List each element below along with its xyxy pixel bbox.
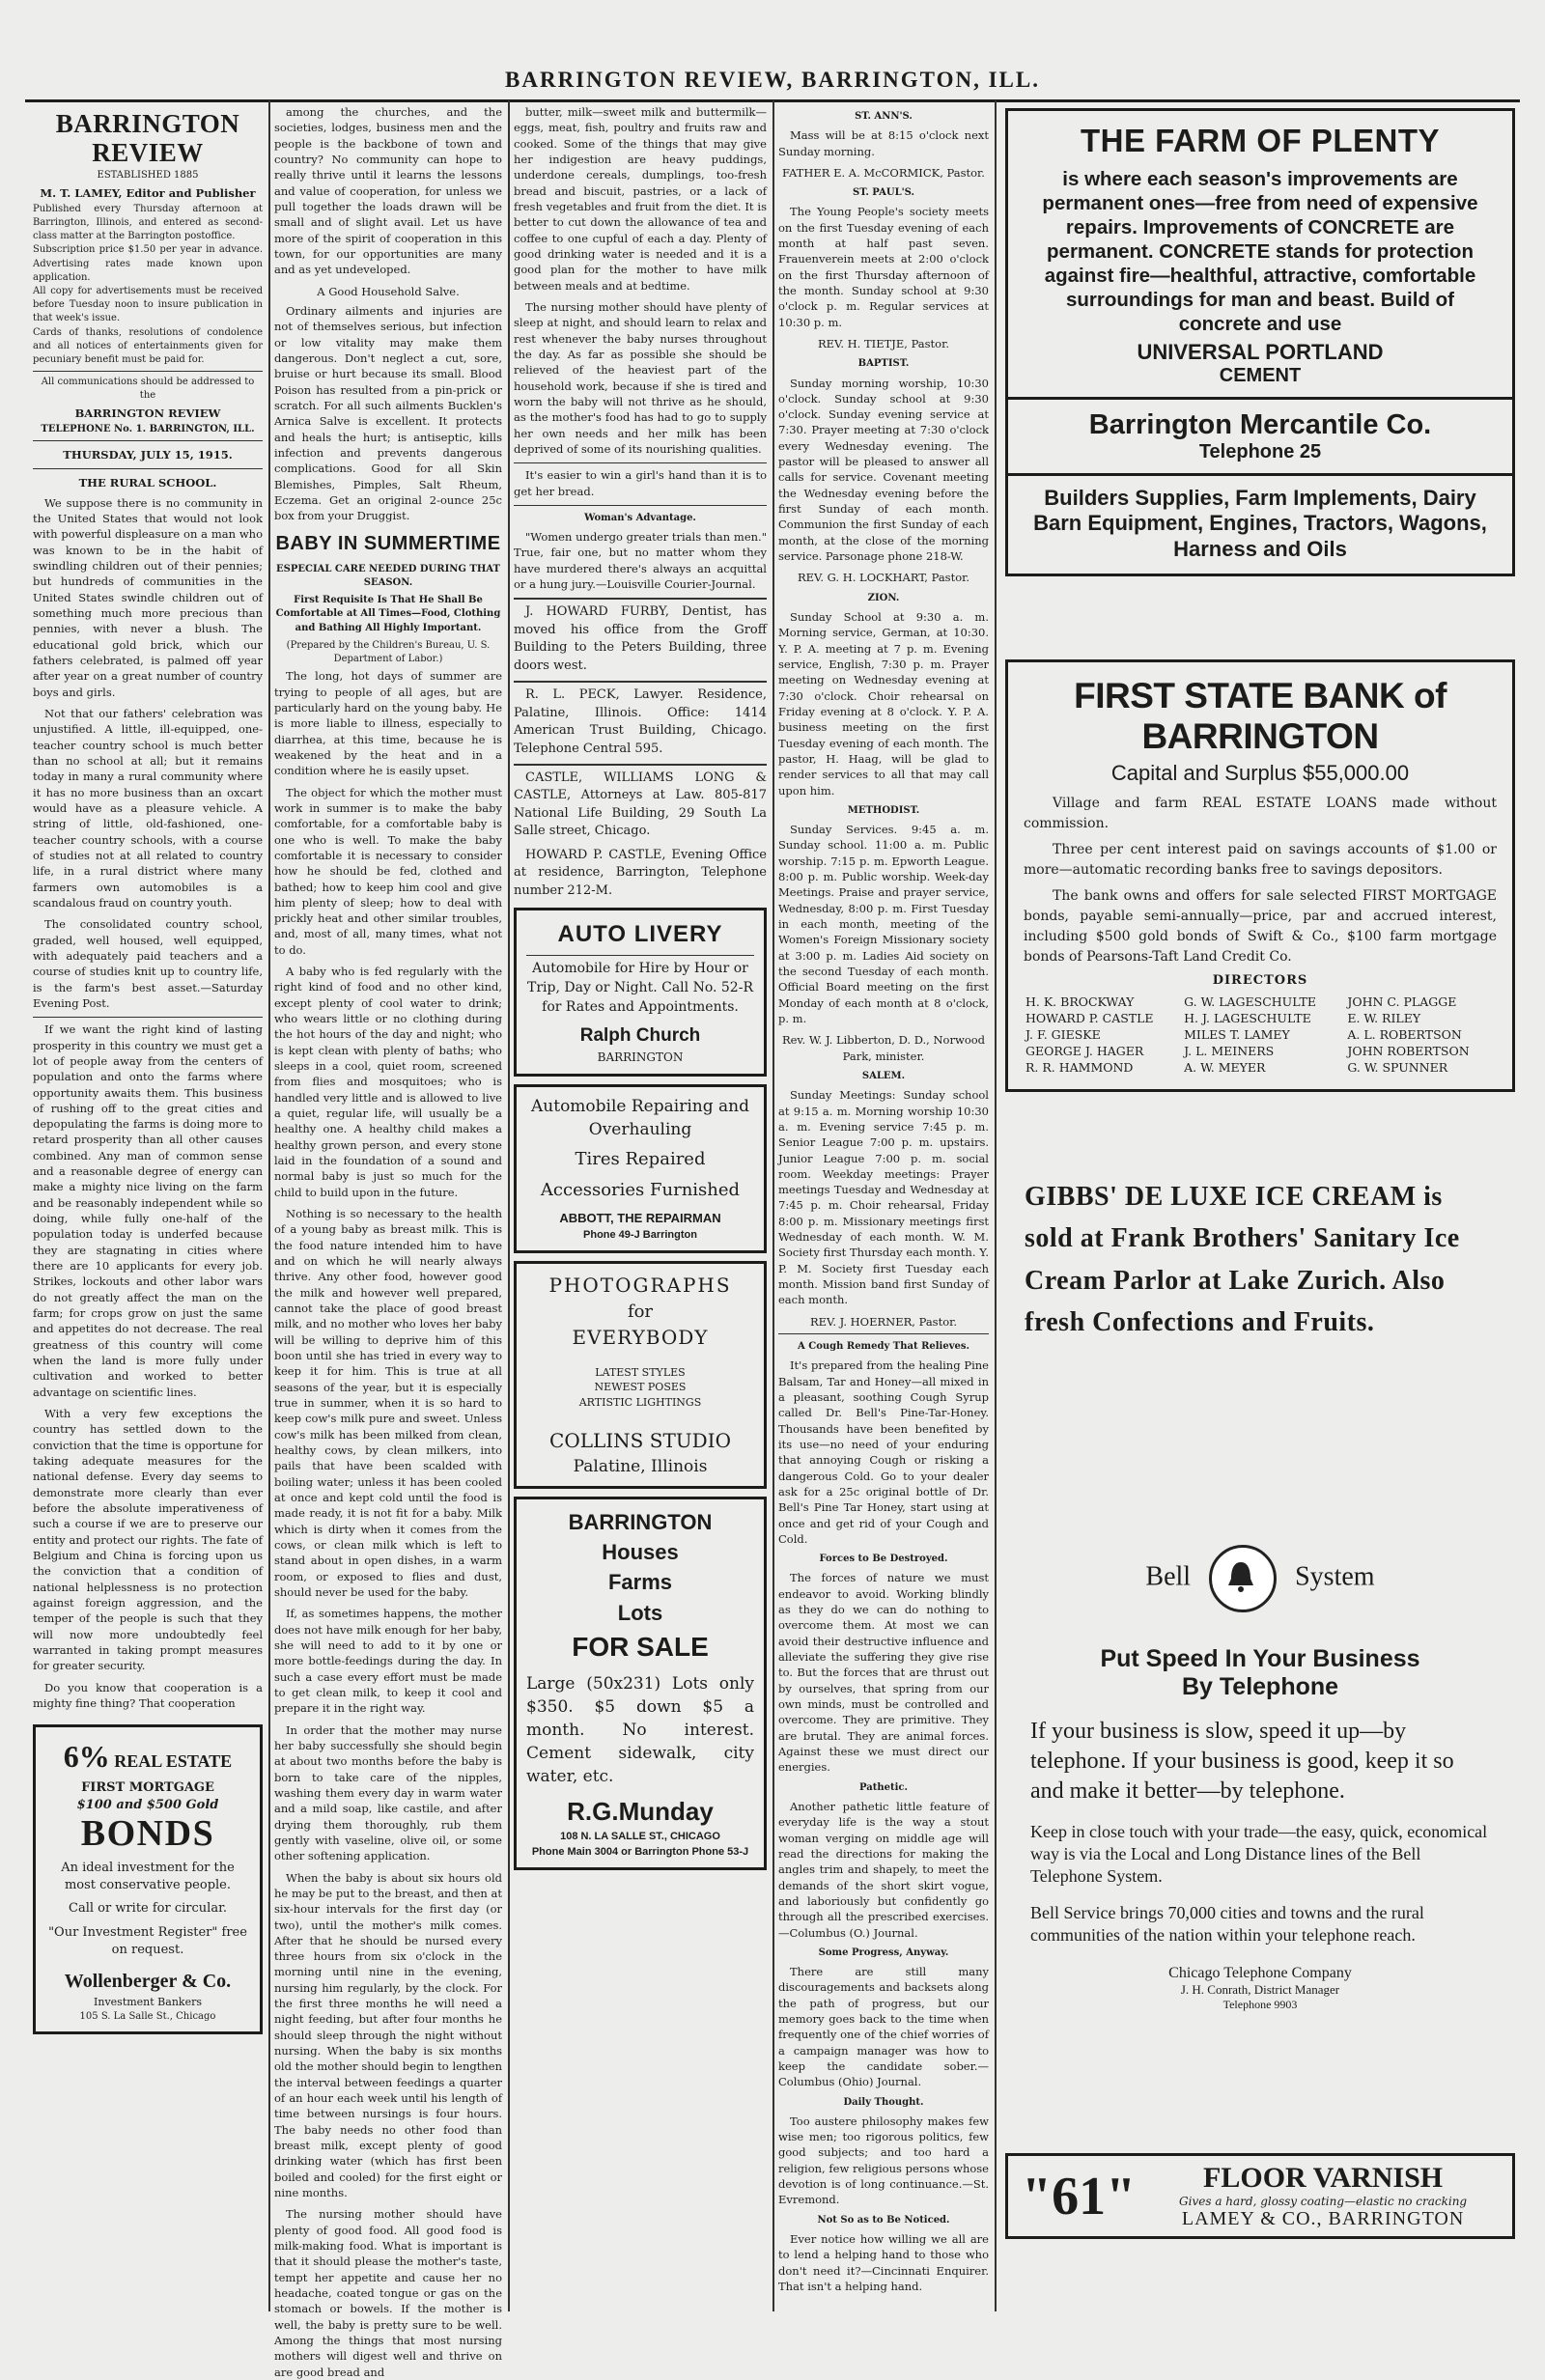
repair-line3: Accessories Furnished [540,1179,741,1200]
director-row [1024,1026,1497,1043]
church-paragraph: Sunday School at 9:30 a. m. Morning service, German, at 10:30. Y. P. A. meeting at 7 p. m. Evening service, English, 7:30 p. m. Prayer meeting on Wednesday evening at 7:30 o'clock. Choir rehearsal on Friday evening at 8 o'clock. Y. P. A. business meeting on the first Tuesday evening of each month. The pastor, H. Haag, will be glad to render services to all that may call upon him. [778,609,989,798]
baby-subheading: ESPECIAL CARE NEEDED DURING THAT SEASON. [276,563,500,589]
article-paragraph: Nothing is so necessary to the health of a young baby as breast milk. This is the food nature intended him to have and on which he will nearly always thrive. Any other food, however good the milk and however well prepared, cannot take the place of good breast milk, and no mother who loves her baby will be willing to deprive him of this boon until she has tried in every way to keep it for him. This is true at all seasons of the year, but it is especially true in summer, when it is so hard to keep cow's milk pure and sweet. Unless cow's milk has been milked from clean, healthy cows, by clean milkers, into pails that have been scalded with boiling water; unless it has been cooled at once and kept cold until the food is made ready, it is not fit for a baby. Milk which is dirty when it comes from the cows, or clean milk which is left to stand about in open dishes, in a warm room, or exposed to flies and dust, should never be used for the baby. [274,1207,502,1599]
bell-p3: Bell Service brings 70,000 cities and towns and the rural communities of the nation within your telephone reach. [1030,1902,1424,1946]
repair-line1: Automobile Repairing and Overhauling [531,1096,749,1139]
salve-heading: A Good Household Salve. [317,284,460,298]
subscription-note: Subscription price $1.50 per year in advance. Advertising rates made known upon application. [33,244,263,283]
director-name: G. W. LAGESCHULTE [1184,994,1316,1009]
divider [778,1333,989,1334]
castle-card-2: HOWARD P. CASTLE, Evening Office at residence, Barrington, Telephone number 212-M. [514,847,767,898]
photo-ad [514,1261,767,1489]
copy-note: All copy for advertisements must be received before Tuesday noon to insure publication in that week's issue. [33,286,263,324]
sale-phone: Phone Main 3004 or Barrington Phone 53-J [531,1845,749,1858]
bonds-line1: REAL ESTATE [114,1751,233,1772]
article-paragraph: It's easier to win a girl's hand than it is to get her bread. [514,468,767,498]
photo-town: Palatine, Illinois [573,1456,708,1476]
article-paragraph: The consolidated country school, graded, well housed, well equipped, with adequately paid teachers and a course of studies knit up to country life, is the farm's best asset.—Saturday Evening Post. [33,917,263,1010]
director-row [1024,1059,1497,1076]
bank-paragraph: Village and farm REAL ESTATE LOANS made without commission. [1024,796,1497,831]
church-paragraph: Sunday Meetings: Sunday school at 9:15 a. m. Morning worship 10:30 a. m. Evening service 7:45 p. m. Senior League 7:00 p. m. upstairs. Junior League 7:00 p. m. social room. Weekday meetings: Prayer meetings Tuesday and Wednesday at 7:45 p. m. Choir rehearsal, Friday 8:00 p. m. Missionary meetings first Wednesday of each month. W. M. Society first Thursday each month. Y. P. M. Society first Tuesday each month. Mission band first Sunday of each month. [778,1088,989,1307]
advantage-heading: Woman's Advantage. [584,512,696,523]
church-heading: ST. ANN'S. [855,111,913,122]
article-paragraph: There are still many discouragements and backsets along the path of progress, but our memory goes back to the time when frequently one of the chief worries of a campaign manager was how to keep the candidate sober.—Columbus (Ohio) Journal. [778,1965,989,2089]
director-row [1024,1043,1497,1059]
auto-livery-ad [514,908,767,1077]
photo-line5: NEWEST POSES [594,1381,687,1394]
notice-heading: Not So as to Be Noticed. [817,2214,950,2226]
church-pastor: FATHER E. A. McCORMICK, Pastor. [782,165,985,180]
sale-line3: Farms [607,1570,673,1595]
column-4 [778,104,989,2306]
divider [514,598,767,600]
bonds-title: BONDS [80,1812,215,1854]
article-paragraph: We suppose there is no community in the United States that would not look with powerful displeasure on a man who was known to be in the habit of swindling children out of their pennies; but hundreds of communities in the United States swindle children out of something much more precious than pennies, with never a blush. The educational gold brick, which our fathers celebrated, is palmed off year after year on a great number of country boys and girls. [33,495,263,699]
peck-card: R. L. PECK, Lawyer. Residence, Palatine, Illinois. Office: 1414 American Trust Building, Chicago. Telephone Central 595. [514,687,767,756]
director-name: H. K. BROCKWAY [1025,994,1135,1009]
farm-supplies: Builders Supplies, Farm Implements, Dairy Barn Equipment, Engines, Tractors, Wagons, Harness and Oils [1033,486,1487,561]
bell-head-2: By Telephone [1181,1673,1339,1700]
farm-body: is where each season's improvements are permanent ones—free from need of expensive repairs. Improvements of CONCRETE are permanent. CONCRETE stands for protection against fire—healthful, attractive, comfortable surroundings for man and beast. Build of concrete and use [1042,168,1478,335]
gibbs-ice-cream-ad [1005,1176,1515,1344]
article-paragraph: The nursing mother should have plenty of sleep at night, and should learn to relax and rest whenever the baby nurses throughout the day. As far as possible she should be relieved of the heaviest part of the household work, because if she is tired and worn the baby will not thrive as he should, as the mother's food has had to go to supply her own needs and her milk has been deprived of some of its nourishing qualities. [514,299,767,456]
farm-mercantile: Barrington Mercantile Co. [1088,409,1432,440]
church-heading: ZION. [867,592,900,603]
article-paragraph: The long, hot days of summer are trying to people of all ages, but are particularly hard on the young baby. He is more liable to illness, especially to diarrhea, at this time, because he is weakened by the heat and in a condition where he is easily upset. [274,669,502,778]
article-paragraph: With a very few exceptions the country has settled down to the conviction that the time is opportune for taking adequate measures for the national defense. Every day seems to demonstrate more clearly than ever before the absolute imperativeness of such a course if we are to preserve our entity and protect our rights. The fate of Belgium and China is forcing upon us the conviction that a condition of national helplessness is no protection against foreign aggression, and the temper of the people is such that they will now more undoubtedly feel warranted in taking prompt measures for greater security. [33,1407,263,1673]
castle-card: CASTLE, WILLIAMS LONG & CASTLE, Attorneys at Law. 805-817 National Life Building, 29 South La Salle street, Chicago. [514,770,767,839]
first-state-bank-ad [1005,659,1515,1092]
bell-p2: Keep in close touch with your trade—the easy, quick, economical way is via the Local and Long Distance lines of the Bell Telephone System. [1030,1821,1488,1887]
divider [526,955,754,956]
director-name: GEORGE J. HAGER [1025,1044,1144,1058]
column-divider [995,100,997,2311]
church-pastor: REV. G. H. LOCKHART, Pastor. [797,571,970,585]
auto-title: AUTO LIVERY [557,921,723,948]
auto-body: Automobile for Hire by Hour or Trip, Day or Night. Call No. 52-R for Rates and Appointments. [527,961,753,1015]
bank-capital: Capital and Surplus $55,000.00 [1110,761,1410,785]
column-divider [772,100,774,2311]
baby-credit: (Prepared by the Children's Bureau, U. S. Department of Labor.) [286,639,491,665]
article-paragraph: Not that our fathers' celebration was unjustified. A little, ill-equipped, one-teacher country school is much better than no school at all; but it remains today in many a rural community where it has no more business than an oxcart would have as a pleasure vehicle. A string of little, old-fashioned, one-teacher country schools, with a course of studies not at all related to country life, in a rural district where many farmers own automobiles is a scandalous fraud on country youth. [33,706,263,910]
article-paragraph: Ordinary ailments and injuries are not of themselves serious, but infection or low vitality may make them dangerous. Don't neglect a cut, sore, bruise or hurt because its small. Blood Poison has resulted from a pin-prick or scratch. For all such ailments Bucklen's Arnica Salve is excellent. It protects and heals the hurt; is antiseptic, kills infection and prevents dangerous complications. Good for all Skin Blemishes, Pimples, Salt Rheum, Eczema. Get an original 2-ounce 25c box from your Druggist. [274,303,502,523]
bonds-pct: 6% [63,1739,110,1775]
church-heading: BAPTIST. [857,358,910,370]
director-name: A. L. ROBERTSON [1347,1027,1462,1042]
article-paragraph: If, as sometimes happens, the mother does not have milk enough for her baby, she will need to add to it by one or more bottle-feedings during the day. In such a case every effort must be made to get clean milk, to keep it cool and prepare it in the right way. [274,1607,502,1716]
bell-head-1: Put Speed In Your Business [1100,1645,1420,1672]
church-pastor: Rev. W. J. Libberton, D. D., Norwood Park, minister. [781,1033,986,1063]
column-divider [268,100,270,2311]
rural-school-heading: THE RURAL SCHOOL. [78,476,217,490]
sale-line5: FOR SALE [572,1631,709,1662]
repair-name: ABBOTT, THE REPAIRMAN [559,1211,721,1226]
article-paragraph: In order that the mother may nurse her baby successfully she should begin at about two months before the baby is born to take care of the nipples, washing them every day in warm water and a mild soap, like castile, and after drying them thoroughly, rub them gently with vaseline, olive oil, or some other softening application. [274,1722,502,1863]
bonds-register: "Our Investment Register" free on request. [48,1924,247,1958]
article-paragraph: Do you know that cooperation is a mighty fine thing? That cooperation [33,1680,263,1710]
sale-line2: Houses [602,1540,679,1565]
photo-line1: PHOTOGRAPHS [548,1274,732,1298]
bonds-line2: FIRST MORTGAGE [81,1779,214,1795]
thought-heading: Daily Thought. [843,2096,924,2108]
photo-line2: for [627,1301,654,1322]
bonds-firm: Wollenberger & Co. [64,1970,232,1992]
article-paragraph: If we want the right kind of lasting prosperity in this country we must get a lot of people away from the centers of population and onto the farms where opportunity awaits them. This business of rushing off to the great cities and depopulating the farms is doing more to retard prosperity than all other causes combined. Any man of common sense and a reasonable degree of energy can make a mighty nice living on the farm and be reasonably independent while so doing, while fully one-half of the population today is underfed because they are stagnating in cities where there are 10 applicants for every job. Strikes, lockouts and other labor wars do not greatly affect the man on the farm; for crops grow on just the same and appetites do not decrease. The real greatness of this country will come when the land is more fully under cultivation and worked to better advantage on scientific lines. [33,1022,263,1399]
director-name: MILES T. LAMEY [1184,1027,1290,1042]
column-2 [274,104,502,2379]
repair-ad [514,1084,767,1253]
photo-line4: LATEST STYLES [595,1365,686,1379]
sale-body: Large (50x231) Lots only $350. $5 down $5 a month. No interest. Cement sidewalk, city water, etc. [526,1673,754,1787]
bell-left: Bell [1145,1561,1192,1592]
church-paragraph: Sunday morning worship, 10:30 o'clock. Sunday school at 9:30 o'clock. Sunday evening service at 7:30. Prayer meeting at 7:30 o'clock every Wednesday evening. The pastor will be pleased to answer all calls for service. Covenant meeting the Wednesday evening before the first Sunday of each month. Communion the first Sunday of each month, at the close of the morning service. Parsonage phone 218-W. [778,376,989,564]
divider [33,371,263,372]
farm-title: THE FARM OF PLENTY [1081,123,1440,158]
divider [514,681,767,683]
bonds-line3: $100 and $500 Gold [76,1798,219,1813]
column-1 [33,104,263,2306]
furby-card: J. HOWARD FURBY, Dentist, has moved his office from the Groff Building to the Peters Building, three doors west. [514,604,767,673]
director-row [1024,1010,1497,1026]
varnish-tagline: Gives a hard, glossy coating—elastic no cracking [1179,2195,1468,2208]
column-divider [508,100,510,2311]
director-name: J. F. GIESKE [1025,1027,1101,1042]
telephone-line: TELEPHONE No. 1. BARRINGTON, ILL. [41,423,255,434]
director-name: J. L. MEINERS [1184,1044,1275,1058]
bank-body [1024,794,1497,967]
baby-subheading-2: First Requisite Is That He Shall Be Comfortable at All Times—Food, Clothing and Bathing All Highly Important. [275,595,501,633]
article-paragraph: Another pathetic little feature of everyday life is the way a stout woman verging on middle age will read the directions for making the angles trim and shapely, to meet the demands of the short skirt vogue, and laboriously but confidently go through all the prescribed exercises.—Columbus (O.) Journal. [778,1799,989,1940]
church-pastor: REV. J. HOERNER, Pastor. [809,1314,958,1329]
director-name: A. W. MEYER [1184,1060,1266,1075]
article-paragraph: Too austere philosophy makes few wise men; too rigorous politics, few good subjects; and too hard a religion, few religious persons whose devotion is of long continuance.—St. Evremond. [778,2114,989,2207]
article-paragraph: "Women undergo greater trials than men." True, fair one, but no matter whom they have murdered there's always an acquittal or a hung jury.—Louisville Courier-Journal. [514,530,767,592]
divider [33,440,263,441]
issue-date: THURSDAY, JULY 15, 1915. [63,448,233,462]
director-name: JOHN ROBERTSON [1347,1044,1470,1058]
baby-heading: BABY IN SUMMERTIME [275,532,501,554]
bonds-address: 105 S. La Salle St., Chicago [79,2010,216,2022]
bank-directors-heading: DIRECTORS [1212,973,1308,988]
bank-title: FIRST STATE BANK of BARRINGTON [1074,676,1447,756]
publish-note: Published every Thursday afternoon at Barrington, Illinois, and entered as second-class matter at the Barrington postoffice. [33,203,263,242]
article-paragraph: The nursing mother should have plenty of good food. All good food is milk-making food. What is important is that it should please the mother's taste, tempt her appetite and cause her no headache, coated tongue or gas on the stomach or bowels. If the mother is well, the baby is pretty sure to be well. Among the things that most nursing mothers will digest well and thrive on are good bread and [274,2207,502,2379]
bonds-ad [33,1724,263,2034]
forces-heading: Forces to Be Destroyed. [819,1554,948,1565]
director-name: E. W. RILEY [1347,1011,1421,1025]
bell-telephone: Telephone 9903 [1222,1997,1298,2011]
divider [33,1017,263,1018]
article-paragraph: When the baby is about six hours old he may be put to the breast, and then at six-hour intervals for the first day (or two), until the mother's milk comes. After that he should be nursed every three hours from six o'clock in the morning until nine in the evening, nursing him regularly, by the clock. For the first three months he will need a night feeding, but after four months he should sleep through the night without nursing. When the baby is six months old the mother should begin to lengthen the interval between feedings a quarter of an hour each week until his length of time between nursings is four hours. The baby needs no other food than breast milk, except plenty of good drinking water (which has first been boiled and cooled) for the first eight or nine months. [274,1870,502,2200]
editor-line: M. T. LAMEY, Editor and Publisher [40,185,256,200]
article-paragraph: butter, milk—sweet milk and buttermilk—eggs, meat, fish, poultry and fruits raw and cooked. Some of the things that may give her indigestion are heavy puddings, underdone cereals, dumplings, too-fresh bread and biscuit, pastries, or a lack of fresh vegetables and fruit from the diet. It is better to cut down the allowance of tea and coffee to one cupful of each a day. Plenty of good drinking water is needed and it is a good plan for the mother to have milk between meals and at bedtime. [514,105,767,293]
progress-heading: Some Progress, Anyway. [818,1946,949,1958]
bonds-call: Call or write for circular. [69,1901,227,1917]
article-paragraph: The forces of nature we must endeavor to avoid. Working blindly as they do we can do nothing to overcome them. At most we can avoid their destructive influence and alleviate the suffering they give rise to. But the forces that are thrust out by ourselves, that spring from our own minds, must be controlled and overcome. They are primitive. They are brutal. They are animal forces. Against these we must direct our energies. [778,1571,989,1775]
church-heading: METHODIST. [847,804,920,816]
director-row [1024,994,1497,1010]
varnish-title: FLOOR VARNISH [1203,2162,1444,2194]
office-name: BARRINGTON REVIEW [74,406,221,420]
sale-line1: BARRINGTON [568,1509,713,1534]
varnish-firm: LAMEY & CO., BARRINGTON [1181,2208,1465,2229]
director-name: H. J. LAGESCHULTE [1184,1011,1311,1025]
established-line: ESTABLISHED 1885 [97,170,199,182]
sale-address: 108 N. LA SALLE ST., CHICAGO [560,1831,720,1843]
church-heading: ST. PAUL'S. [852,187,915,199]
church-pastor: REV. H. TIETJE, Pastor. [817,336,949,350]
auto-town: BARRINGTON [597,1050,684,1064]
bell-p1: If your business is slow, speed it up—by telephone. If your business is good, keep it so and make it better—by telephone. [1030,1719,1454,1805]
paper-title: BARRINGTON REVIEW [55,109,240,167]
divider [514,764,767,766]
photo-name: COLLINS STUDIO [549,1429,731,1453]
bell-company: Chicago Telephone Company [1168,1964,1352,1981]
bank-paragraph: The bank owns and offers for sale selected FIRST MORTGAGE bonds, payable semi-annually—price, par and accrued interest, including $500 gold bonds of Swift & Co., $100 farm mortgage bonds of Pearsons-Taft Land Credit Co. [1024,888,1497,965]
bonds-desc: An ideal investment for the most conservative people. [61,1860,235,1892]
bonds-firm-sub: Investment Bankers [94,1996,202,2009]
for-sale-ad [514,1497,767,1870]
article-paragraph: It's prepared from the healing Pine Balsam, Tar and Honey—all mixed in a pleasant, soothing Cough Syrup called Dr. Bell's Pine-Tar-Honey. Thousands have been benefited by its use—no need of your enduring that annoying Cough or risking a dangerous Cold. Go to your dealer ask for a 25c original bottle of Dr. Bell's Pine Tar Honey, start using at once and get rid of your Cough and Cold. [778,1358,989,1546]
floor-varnish-ad [1005,2153,1515,2239]
director-name: JOHN C. PLAGGE [1347,994,1457,1009]
photo-line6: ARTISTIC LIGHTINGS [578,1395,702,1409]
farm-cement-2: CEMENT [1219,365,1302,386]
bank-paragraph: Three per cent interest paid on savings accounts of $1.00 or more—automatic recording banks free to savings depositors. [1024,842,1497,878]
director-name: R. R. HAMMOND [1025,1060,1134,1075]
repair-line2: Tires Repaired [575,1149,706,1170]
article-paragraph: Ever notice how willing we all are to lend a helping hand to those who don't need it?—Cincinnati Enquirer. That isn't a helping hand. [778,2231,989,2293]
bell-icon [1209,1545,1277,1612]
repair-phone: Phone 49-J Barrington [583,1228,697,1241]
church-paragraph: The Young People's society meets on the first Tuesday evening of each month at half past seven. Frauenverein meets at 2:00 o'clock on the first Thursday afternoon of the month. Sunday school at 9:30 o'clock p. m. Regular services at 10:30 p. m. [778,205,989,329]
column-3 [514,104,767,2306]
cards-note: Cards of thanks, resolutions of condolence and all notices of entertainments given for pecuniary benefit must be paid for. [33,326,263,365]
sale-name: R.G.Munday [567,1797,714,1827]
director-name: HOWARD P. CASTLE [1025,1011,1154,1025]
photo-line3: EVERYBODY [572,1326,709,1350]
bank-directors-table [1024,994,1497,1076]
cough-heading: A Cough Remedy That Relieves. [798,1341,969,1353]
article-paragraph: among the churches, and the societies, lodges, business men and the people is the backbone of town and country? No community can hope to really thrive until it learns the lessons and value of cooperation, for unless we pull together the loads drawn will be small and of slight avail. Let us have more of the spirit of cooperation in this town, for our opportunities are many and as yet undeveloped. [274,105,502,277]
article-paragraph: A baby who is fed regularly with the right kind of food and no other kind, except plenty of cool water to drink; who wears little or no clothing during the hot hours of the day and night; who is kept clean with plenty of baths; who sleeps in a cool, quiet room, screened from flies and mosquitoes; who is handled very little and is allowed to live a quiet, regular life, will usually be a healthy one. A healthy child makes a healthy grown person, and every stone laid in the foundation of a sound and normal baby is just so much for the child to build upon in the future. [274,965,502,1199]
page-masthead: BARRINGTON REVIEW, BARRINGTON, ILL. [505,68,1040,92]
divider [514,505,767,506]
bell-telephone-ad [1005,1545,1515,2012]
communications-note: All communications should be addressed to the [41,377,255,402]
divider [514,462,767,463]
sale-line4: Lots [617,1600,663,1625]
church-paragraph: Sunday Services. 9:45 a. m. Sunday school. 11:00 a. m. Public worship. 7:15 p. m. Epworth League. 8:00 p. m. Public worship. Week-day Meetings. Praise and prayer service, Wednesday, 8:00 p. m. First Tuesday in each month, meeting of the Women's Foreign Missionary society at 3:00 p. m. Ladies Aid society on the second Tuesday of each month. Official Board meeting on the first Monday of each month at 8 o'clock, p. m. [778,823,989,1026]
farm-of-plenty-ad [1005,108,1515,576]
church-heading: SALEM. [861,1071,906,1081]
article-paragraph: The object for which the mother must work in summer is to make the baby comfortable, for a comfortable baby is one who is well. To make the baby comfortable it is necessary to consider how he should be fed, clothed and bathed; how to keep him cool and give him plenty of sleep; how to deal with prickly heat and other similar troubles, and, most of all, many times, what not to do. [274,785,502,957]
director-name: G. W. SPUNNER [1347,1060,1448,1075]
pathetic-heading: Pathetic. [859,1781,908,1793]
divider [33,468,263,469]
auto-name: Ralph Church [579,1024,701,1046]
varnish-number: "61" [1022,2166,1137,2226]
church-paragraph: Mass will be at 8:15 o'clock next Sunday morning. [778,128,989,158]
bell-manager: J. H. Conrath, District Manager [1180,1981,1340,1997]
bell-right: System [1295,1561,1375,1592]
farm-telephone: Telephone 25 [1198,441,1322,462]
gibbs-text: GIBBS' DE LUXE ICE CREAM is sold at Frank Brothers' Sanitary Ice Cream Parlor at Lake Zurich. Also fresh Confections and Fruits. [1025,1182,1460,1338]
farm-cement-1: UNIVERSAL PORTLAND [1137,340,1384,364]
